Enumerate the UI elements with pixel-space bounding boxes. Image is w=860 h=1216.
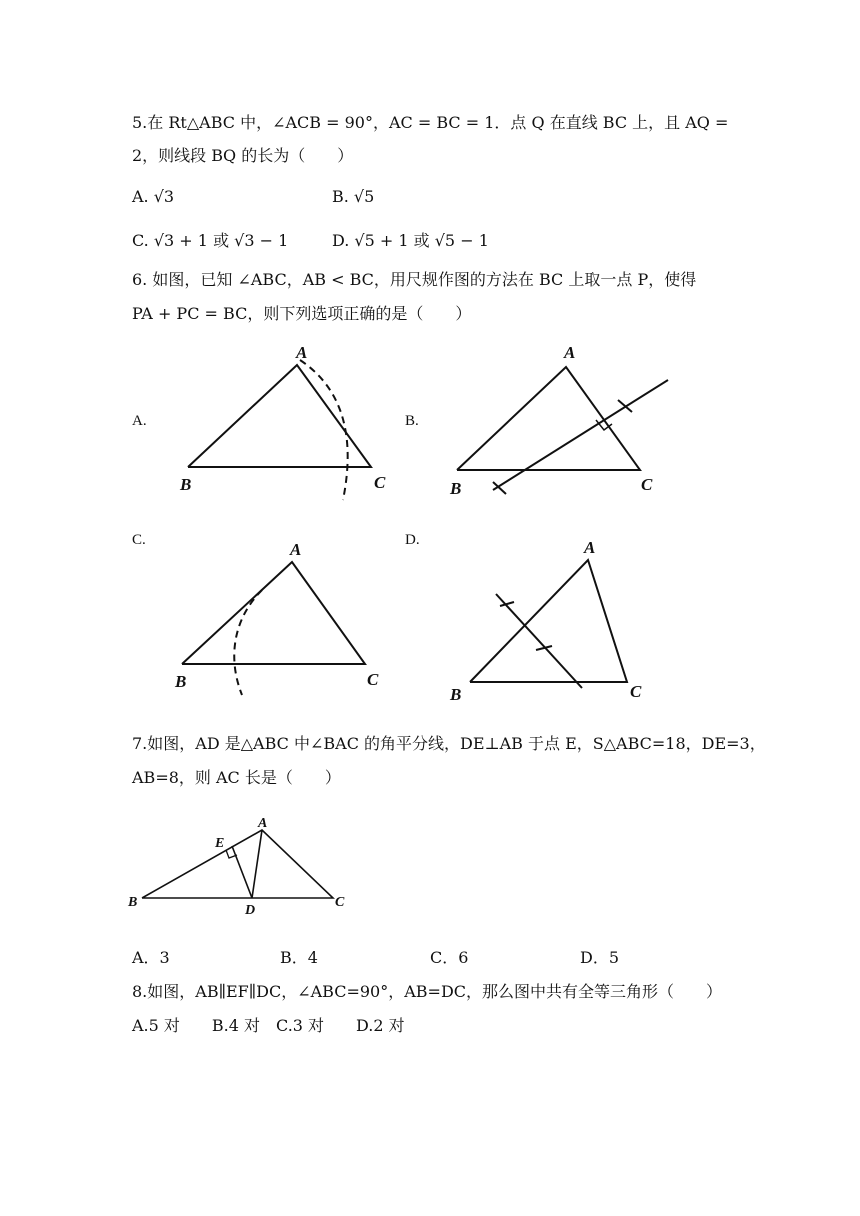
vertex-b-label: B	[450, 479, 462, 498]
point-d-label: D	[245, 903, 256, 918]
point-e-label: E	[215, 836, 225, 851]
triangle-abc	[142, 830, 333, 898]
q5-line1: 5.在 Rt△ABC 中，∠ACB = 90°，AC = BC = 1．点 Q 在直线 BC 上，且 AQ =	[132, 113, 729, 132]
vertex-c-label: C	[641, 475, 653, 494]
q7-line2: AB=8，则 AC 长是（ ）	[132, 768, 341, 787]
vertex-b-label: B	[175, 672, 187, 691]
triangle-abc	[182, 562, 365, 664]
q7-option-a: A．3	[132, 948, 170, 967]
q6-line2: PA + PC = BC，则下列选项正确的是（ ）	[132, 304, 472, 323]
q7-line1: 7.如图，AD 是△ABC 中∠BAC 的角平分线，DE⊥AB 于点 E，S△ABC=18，DE=3，	[132, 734, 766, 753]
vertex-c-label: C	[630, 682, 642, 701]
triangle-abc	[470, 560, 627, 682]
arc-mark	[536, 646, 552, 650]
arc-mark	[500, 602, 514, 606]
q5-option-c: C. √3 + 1 或 √3 − 1	[132, 231, 289, 250]
construction-arc	[234, 590, 262, 695]
arc-mark	[493, 482, 506, 494]
triangle-abc	[457, 367, 640, 470]
vertex-b-label: B	[450, 685, 462, 704]
vertex-a-label: A	[564, 343, 576, 362]
point-c-label: C	[335, 895, 345, 910]
vertex-c-label: C	[367, 670, 379, 689]
q5-option-a: A. √3	[132, 187, 175, 206]
right-angle-mark	[596, 420, 612, 430]
q7-option-c: C．6	[430, 948, 469, 967]
q5-option-d: D. √5 + 1 或 √5 − 1	[332, 231, 489, 250]
point-a-label: A	[258, 816, 268, 831]
q6-label-b: B.	[405, 413, 419, 429]
point-b-label: B	[128, 895, 138, 910]
q6-label-d: D.	[405, 532, 420, 548]
triangle-abc	[188, 365, 371, 467]
q6-line1: 6. 如图，已知 ∠ABC，AB < BC，用尺规作图的方法在 BC 上取一点 P，使得	[132, 270, 697, 289]
q5-line2: 2，则线段 BQ 的长为（ ）	[132, 146, 354, 165]
q5-option-b: B. √5	[332, 187, 375, 206]
q6-label-c: C.	[132, 532, 146, 548]
q7-option-d: D．5	[580, 948, 620, 967]
perpendicular-bisector	[493, 380, 668, 490]
q7-option-b: B．4	[280, 948, 318, 967]
q8-options: A.5 对 B.4 对 C.3 对 D.2 对	[132, 1016, 405, 1035]
vertex-a-label: A	[290, 540, 302, 559]
q8-line1: 8.如图，AB∥EF∥DC，∠ABC=90°，AB=DC，那么图中共有全等三角形（ ）	[132, 982, 723, 1001]
angle-bisector-ad	[252, 830, 262, 898]
vertex-a-label: A	[296, 343, 308, 362]
perpendicular-bisector	[496, 594, 582, 688]
vertex-c-label: C	[374, 473, 386, 492]
q6-label-a: A.	[132, 413, 147, 429]
perpendicular-de	[232, 846, 252, 898]
vertex-b-label: B	[180, 475, 192, 494]
construction-arc	[300, 360, 348, 500]
right-angle-mark	[226, 850, 237, 858]
vertex-a-label: A	[584, 538, 596, 557]
arc-mark	[618, 400, 632, 412]
